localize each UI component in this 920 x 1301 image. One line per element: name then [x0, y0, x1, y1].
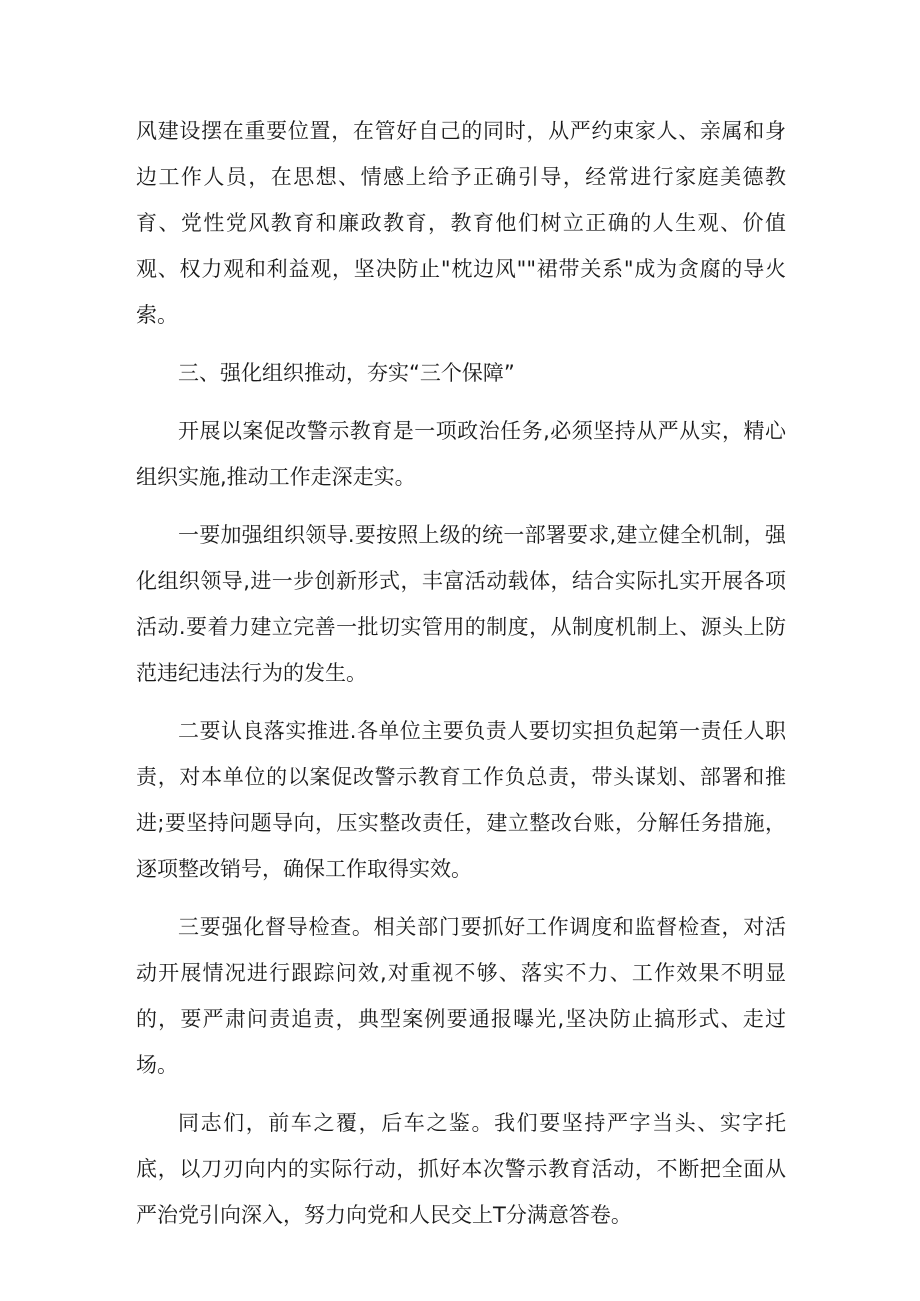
paragraph-point-2: 二要认良落实推进.各单位主要负责人要切实担负起第一责任人职责，对本单位的以案促改警示教育工作负总责，带头谋划、部署和推进;要坚持问题导向，压实整改责任，建立整改台账，分解任务措施，逐项整改销号，确保工作取得实效。: [136, 719, 786, 881]
section-heading: 三、强化组织推动，夯实“三个保障”: [178, 361, 515, 385]
paragraph-continuation: 风建设摆在重要位置，在管好自己的同时，从严约束家人、亲属和身边工作人员，在思想、情感上给予正确引导，经常进行家庭美德教育、党性党风教育和廉政教育，教育他们树立正确的人生观、价值观、权力观和利益观，坚决防止"枕边风""裙带关系"成为贪腐的导火索。: [136, 119, 786, 327]
paragraph-point-1: 一要加强组织领导.要按照上级的统一部署要求,建立健全机制，强化组织领导,进一步创新形式，丰富活动载体，结合实际扎实开展各项活动.要着力建立完善一批切实管用的制度，从制度机制上、源头上防范违纪违法行为的发生。: [136, 523, 786, 685]
paragraph-closing: 同志们，前车之覆，后车之鉴。我们要坚持严字当头、实字托底，以刀刃向内的实际行动，抓好本次警示教育活动，不断把全面从严治党引向深入，努力向党和人民交上T分满意答卷。: [136, 1111, 786, 1227]
paragraph-intro: 开展以案促改警示教育是一项政治任务,必须坚持从严从实，精心组织实施,推动工作走深走实。: [136, 419, 786, 489]
paragraph-point-3: 三要强化督导检查。相关部门要抓好工作调度和监督检查，对活动开展情况进行跟踪问效,对重视不够、落实不力、工作效果不明显的，要严肃问责追责，典型案例要通报曝光,坚决防止搞形式、走过场。: [136, 915, 786, 1077]
document-body: [136, 108, 786, 1250]
